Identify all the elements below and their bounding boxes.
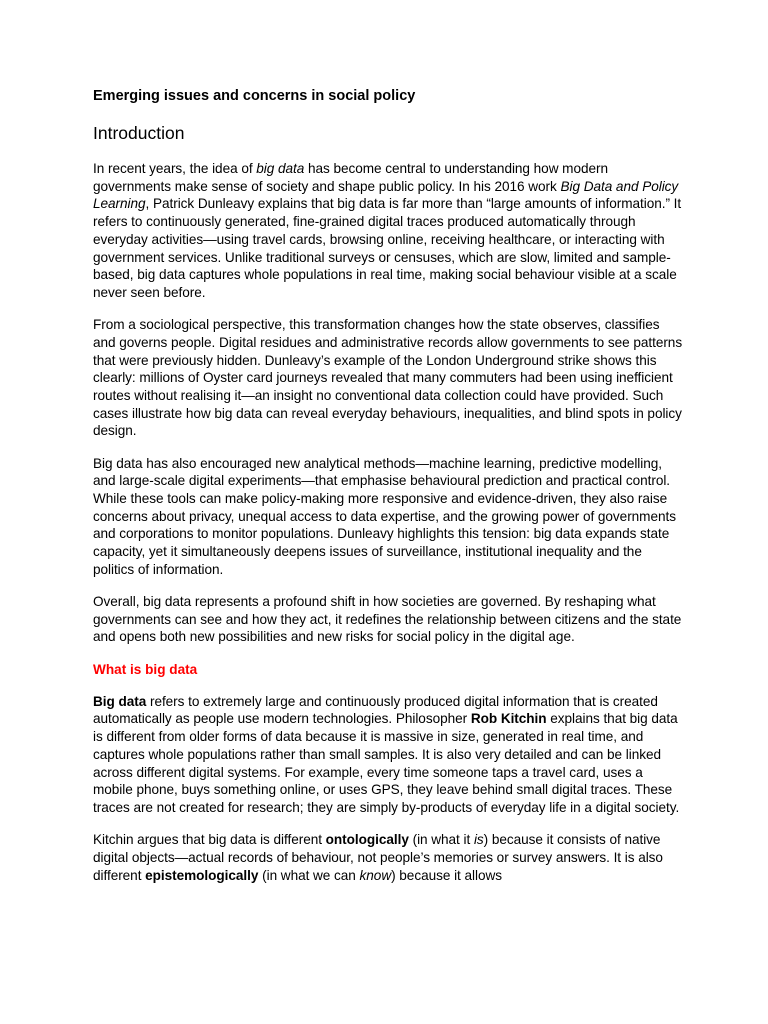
italic-term: know bbox=[359, 867, 392, 883]
bigdata-paragraph-2 bbox=[93, 831, 683, 884]
introduction-heading: Introduction bbox=[93, 123, 185, 143]
bold-term: Big data bbox=[93, 693, 147, 709]
text-run: From a sociological perspective, this transformation changes how the state observes, classifies and governs people. Digital residues and administrative records allow governments to see patterns that were previously hidden. Dunleavy’s example of the London Underground strike shows this clearly: millions of Oyster card journeys revealed that many commuters had been using inefficient routes without realising it—an insight no conventional data collection could have provided. Such cases illustrate how big data can reveal everyday behaviours, inequalities, and blind spots in policy design. bbox=[93, 317, 683, 439]
what-is-big-data-heading: What is big data bbox=[93, 661, 198, 677]
text-run: refers to extremely large and continuously produced digital information that is created automatically as people use modern technologies. Philosopher bbox=[93, 693, 658, 727]
text-run: (in what it bbox=[408, 832, 474, 848]
intro-paragraph-1 bbox=[93, 160, 683, 302]
bold-term: Rob Kitchin bbox=[470, 711, 547, 727]
text-run: ) because it allows bbox=[391, 867, 502, 883]
italic-term: is bbox=[473, 832, 484, 848]
intro-paragraph-3 bbox=[93, 455, 683, 579]
document-page bbox=[93, 87, 683, 899]
text-run: Big data has also encouraged new analytical methods—machine learning, predictive modelling, and large-scale digital experiments—that emphasise behavioural prediction and practical control. While these tools can make policy-making more responsive and evidence-driven, they also raise concerns about privacy, unequal access to data expertise, and the growing power of governments and corporations to monitor populations. Dunleavy highlights this tension: big data expands state capacity, yet it simultaneously deepens issues of surveillance, institutional inequality and the politics of information. bbox=[93, 455, 676, 577]
text-run: In recent years, the idea of bbox=[93, 161, 257, 176]
bigdata-paragraph-1 bbox=[93, 693, 683, 817]
italic-term: big data bbox=[256, 161, 305, 176]
text-run: Kitchin argues that big data is different bbox=[93, 832, 326, 848]
italic-term: Big Data and Policy Learning bbox=[93, 178, 679, 212]
text-run: ) because it consists of native digital objects—actual records of behaviour, not people’s memories or survey answers. It is also different bbox=[93, 832, 663, 883]
text-run: has become central to understanding how modern governments make sense of society and shape public policy. In his 2016 work bbox=[93, 161, 608, 194]
text-run: Overall, big data represents a profound shift in how societies are governed. By reshaping what governments can see and how they act, it redefines the relationship between citizens and the state and opens both new possibilities and new risks for social policy in the digital age. bbox=[93, 593, 682, 645]
text-run: explains that big data is different from older forms of data because it is massive in size, generated in real time, and captures whole populations rather than small samples. It is also very detailed and can be linked across different digital systems. For example, every time someone taps a travel card, uses a mobile phone, buys something online, or uses GPS, they leave behind small digital traces. These traces are not created for research; they are simply by-products of everyday life in a digital society. bbox=[93, 711, 680, 815]
text-run: , Patrick Dunleavy explains that big data is far more than “large amounts of information.” It refers to continuously generated, fine-grained digital traces produced automatically through everyday activities—using travel cards, browsing online, receiving healthcare, or interacting with government services. Unlike traditional surveys or censuses, which are slow, limited and sample-based, big data captures whole populations in real time, making social behaviour visible at a scale never seen before. bbox=[93, 196, 682, 300]
bold-term: epistemologically bbox=[145, 867, 259, 883]
intro-paragraph-2 bbox=[93, 316, 683, 440]
bold-term: ontologically bbox=[325, 832, 409, 848]
intro-paragraph-4 bbox=[93, 593, 683, 646]
text-run: (in what we can bbox=[258, 867, 360, 883]
document-title: Emerging issues and concerns in social policy bbox=[93, 88, 416, 104]
